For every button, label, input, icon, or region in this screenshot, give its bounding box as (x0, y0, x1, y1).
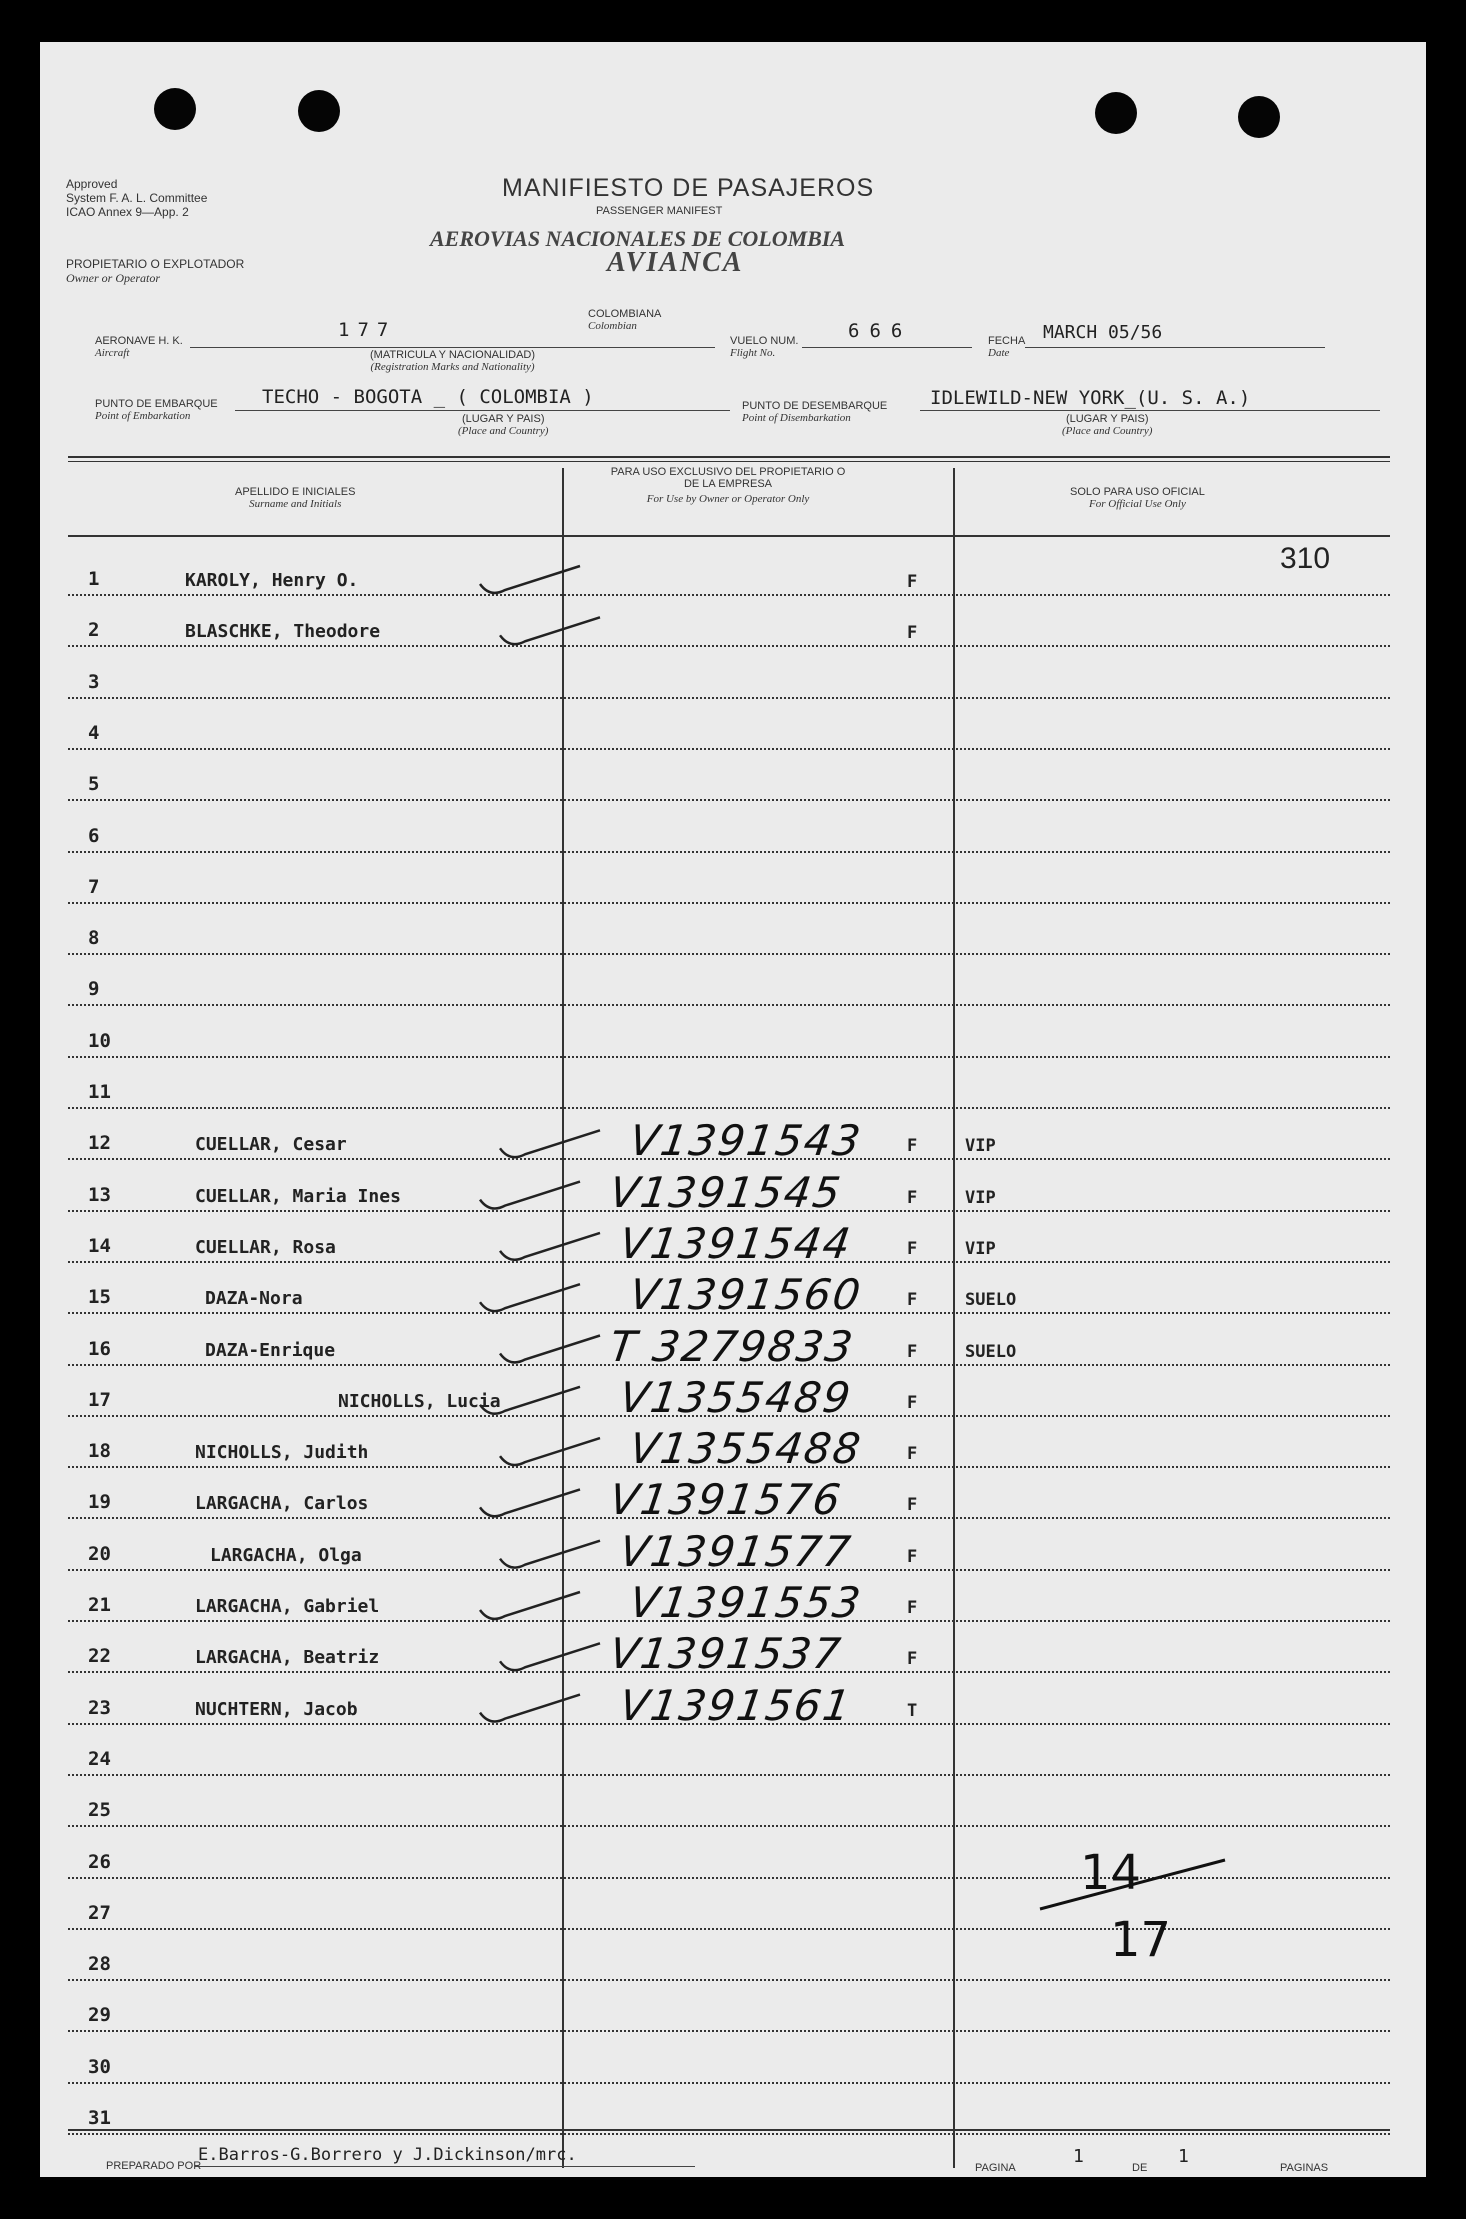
disembark-label: PUNTO DE DESEMBARQUE Point of Disembarkation (742, 400, 888, 424)
aircraft-label: AERONAVE H. K. Aircraft (95, 335, 183, 359)
ticket-number: V1391537 (606, 1629, 846, 1678)
row-number: 12 (88, 1132, 111, 1154)
flight-value: 666 (848, 320, 913, 342)
sex-code: F (907, 1188, 918, 1208)
row-number: 23 (88, 1697, 111, 1719)
passenger-name: CUELLAR, Cesar (195, 1134, 347, 1155)
passenger-name: NICHOLLS, Lucia (338, 1391, 501, 1412)
handwritten-marks (40, 42, 1426, 2177)
prepared-value: E.Barros-G.Borrero y J.Dickinson/mrc. (198, 2145, 577, 2165)
prepared-label: PREPARADO POR (106, 2160, 202, 2172)
aircraft-value: 177 (338, 319, 397, 341)
ticket-number: V1391544 (616, 1219, 856, 1268)
official-status: SUELO (965, 1290, 1017, 1310)
of-label: DE (1132, 2162, 1148, 2174)
passenger-name: KAROLY, Henry O. (185, 570, 359, 591)
ticket-number: V1355488 (626, 1424, 866, 1473)
row-number: 4 (88, 722, 100, 744)
check-mark (500, 1130, 600, 1157)
date-value: MARCH 05/56 (1043, 322, 1163, 343)
row-number: 26 (88, 1851, 111, 1873)
row-number: 21 (88, 1594, 111, 1616)
official-status: VIP (965, 1136, 996, 1156)
check-mark (480, 1695, 580, 1722)
official-status: VIP (965, 1188, 996, 1208)
row-number: 22 (88, 1645, 111, 1667)
sex-code: F (907, 623, 918, 643)
manifest-subtitle: PASSENGER MANIFEST (596, 205, 723, 217)
pages-label: PAGINAS (1280, 2162, 1329, 2174)
row-number: 10 (88, 1030, 111, 1052)
sex-code: F (907, 1290, 918, 1310)
row-number: 7 (88, 876, 100, 898)
date-label: FECHA Date (988, 335, 1026, 359)
passenger-name: LARGACHA, Carlos (195, 1493, 369, 1514)
row-number: 18 (88, 1440, 111, 1462)
airline-name: AEROVIAS NACIONALES DE COLOMBIA (430, 226, 846, 251)
check-mark (500, 1233, 600, 1260)
sex-code: F (907, 1393, 918, 1413)
crossed-tally: 14 (1080, 1845, 1142, 1901)
row-number: 13 (88, 1184, 111, 1206)
airline-brand: AVIANCA (607, 247, 744, 278)
row-number: 6 (88, 825, 100, 847)
passenger-name: NUCHTERN, Jacob (195, 1699, 358, 1720)
row-number: 29 (88, 2004, 111, 2026)
registration-label: (MATRICULA Y NACIONALIDAD) (Registration Marks and Nationality) (370, 349, 536, 373)
sex-code: F (907, 1444, 918, 1464)
passenger-name: DAZA-Nora (205, 1288, 303, 1309)
owner-label: PROPIETARIO O EXPLOTADOR Owner or Operator (66, 257, 245, 285)
ticket-number: V1391561 (616, 1681, 856, 1730)
name-column-header: APELLIDO E INICIALES Surname and Initials (235, 486, 356, 510)
sex-code: F (907, 1342, 918, 1362)
total-pages: 1 (1178, 2146, 1189, 2167)
row-number: 24 (88, 1748, 111, 1770)
check-mark (480, 566, 580, 593)
row-number: 15 (88, 1286, 111, 1308)
row-number: 31 (88, 2107, 111, 2129)
passenger-name: LARGACHA, Olga (210, 1545, 362, 1566)
passenger-name: LARGACHA, Beatriz (195, 1647, 380, 1668)
passenger-name: CUELLAR, Rosa (195, 1237, 336, 1258)
page-label: PAGINA (975, 2162, 1016, 2174)
passenger-name: DAZA-Enrique (205, 1340, 336, 1361)
official-status: VIP (965, 1239, 996, 1259)
passenger-name: BLASCHKE, Theodore (185, 621, 381, 642)
ticket-number: V1391576 (606, 1475, 846, 1524)
row-number: 2 (88, 619, 100, 641)
row-number: 28 (88, 1953, 111, 1975)
sex-code: F (907, 1547, 918, 1567)
row-number: 27 (88, 1902, 111, 1924)
sex-code: F (907, 1598, 918, 1618)
ticket-number: V1391543 (626, 1116, 866, 1165)
sex-code: F (907, 1649, 918, 1669)
manifest-sheet (40, 42, 1426, 2177)
check-mark (500, 1643, 600, 1670)
ticket-number: V1391553 (626, 1578, 866, 1627)
passenger-name: LARGACHA, Gabriel (195, 1596, 380, 1617)
page-value: 1 (1073, 2146, 1084, 2167)
row-number: 9 (88, 978, 100, 1000)
row-number: 8 (88, 927, 100, 949)
approval-note: Approved System F. A. L. Committee ICAO Annex 9—App. 2 (66, 177, 208, 219)
check-mark (500, 1541, 600, 1568)
final-tally: 17 (1110, 1912, 1172, 1968)
check-mark (480, 1387, 580, 1414)
manifest-title: MANIFIESTO DE PASAJEROS (502, 174, 875, 202)
sex-code: F (907, 1239, 918, 1259)
colombiana-label: COLOMBIANA Colombian (588, 308, 662, 332)
row-number: 3 (88, 671, 100, 693)
row-number: 5 (88, 773, 100, 795)
row-number: 17 (88, 1389, 111, 1411)
flight-label: VUELO NUM. Flight No. (730, 335, 799, 359)
row-number: 16 (88, 1338, 111, 1360)
check-mark (500, 617, 600, 644)
check-mark (480, 1489, 580, 1516)
sex-code: T (907, 1701, 918, 1721)
embark-place-label: (LUGAR Y PAIS) (Place and Country) (458, 413, 549, 437)
check-mark (500, 1438, 600, 1465)
ticket-number: T 3279833 (606, 1322, 858, 1371)
ticket-number: V1355489 (616, 1373, 856, 1422)
embark-value: TECHO - BOGOTA _ ( COLOMBIA ) (262, 386, 594, 408)
embark-label: PUNTO DE EMBARQUE Point of Embarkation (95, 398, 218, 422)
row-number: 1 (88, 568, 100, 590)
passenger-name: NICHOLLS, Judith (195, 1442, 369, 1463)
ticket-number: V1391577 (616, 1527, 856, 1576)
ticket-number: V1391560 (626, 1270, 866, 1319)
sex-code: F (907, 572, 918, 592)
ticket-number: V1391545 (606, 1168, 846, 1217)
row-number: 30 (88, 2056, 111, 2078)
official-status: SUELO (965, 1342, 1017, 1362)
row-number: 25 (88, 1799, 111, 1821)
sex-code: F (907, 1136, 918, 1156)
official-column-header: SOLO PARA USO OFICIAL For Official Use Only (1070, 486, 1205, 510)
row-number: 11 (88, 1081, 111, 1103)
passenger-name: CUELLAR, Maria Ines (195, 1186, 401, 1207)
disembark-place-label: (LUGAR Y PAIS) (Place and Country) (1062, 413, 1153, 437)
check-mark (480, 1182, 580, 1209)
check-mark (480, 1592, 580, 1619)
tally-strike (1040, 1860, 1225, 1909)
row-number: 14 (88, 1235, 111, 1257)
owner-column-header: PARA USO EXCLUSIVO DEL PROPIETARIO O DE LA EMPRESA For Use by Owner or Operator Only (610, 466, 846, 505)
row-number: 19 (88, 1491, 111, 1513)
disembark-value: IDLEWILD-NEW YORK_(U. S. A.) (930, 387, 1251, 409)
check-mark (480, 1284, 580, 1311)
row-number: 20 (88, 1543, 111, 1565)
margin-note: 310 (1280, 542, 1331, 575)
check-mark (500, 1336, 600, 1363)
sex-code: F (907, 1495, 918, 1515)
